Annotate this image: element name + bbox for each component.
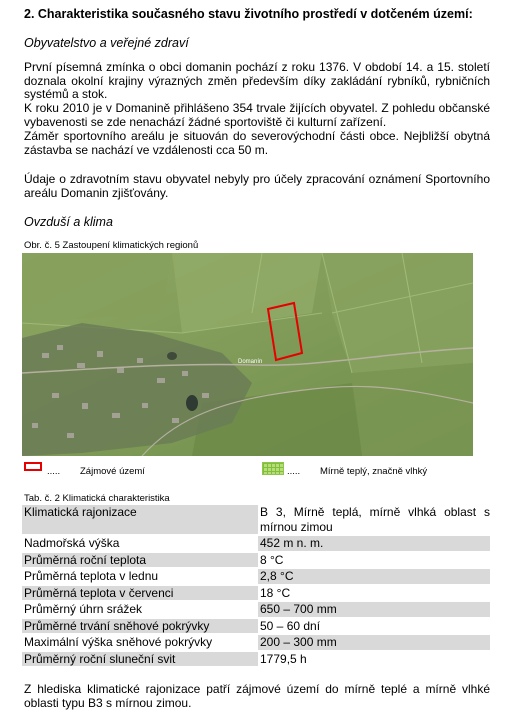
table-row (22, 505, 490, 535)
legend-label-climate-region: Mírně teplý, značně vlhký (320, 466, 428, 477)
aerial-map-graphic (22, 253, 473, 456)
paragraph-location: Záměr sportovního areálu je situován do severovýchodní části obce. Nejbližší obytná zástavba se nachází ve vzdálenosti cca 50 m. (24, 129, 490, 157)
row-label: Průměrná teplota v lednu (22, 568, 258, 585)
subsection-title-population: Obyvatelstvo a veřejné zdraví (24, 36, 189, 50)
legend-dots-1: ..... (47, 466, 61, 477)
map-label-domanin: Domanín (238, 359, 263, 365)
row-label: Nadmořská výška (22, 535, 258, 552)
figure-caption: Obr. č. 5 Zastoupení klimatických regionů (24, 240, 199, 251)
paragraph-population: K roku 2010 je v Domanině přihlášeno 354 trvale žijících obyvatel. Z pohledu občanské vybavenosti se zde nenachází žádné sportoviště či kulturní zařízení. (24, 101, 490, 129)
table-row (22, 601, 490, 618)
table-row (22, 618, 490, 635)
row-value: 50 – 60 dní (258, 618, 490, 635)
row-value: B 3, Mírně teplá, mírně vlhká oblast s mírnou zimou (260, 505, 490, 534)
table-caption: Tab. č. 2 Klimatická charakteristika (24, 493, 170, 504)
climate-table (22, 505, 490, 668)
table-row (22, 552, 490, 569)
row-label: Průměrná teplota v červenci (22, 585, 258, 602)
row-label: Průměrný úhrn srážek (22, 601, 258, 618)
paragraph-conclusion: Z hlediska klimatické rajonizace patří zájmové území do mírně teplé a mírně vlhké oblasti typu B3 s mírnou zimou. (24, 682, 490, 710)
row-label: Klimatická rajonizace (22, 505, 258, 535)
row-value: 200 – 300 mm (258, 634, 490, 651)
row-value: 2,8 °C (258, 568, 490, 585)
legend-label-area-of-interest: Zájmové území (80, 466, 145, 477)
row-value: 452 m n. m. (258, 535, 490, 552)
paragraph-health: Údaje o zdravotním stavu obyvatel nebyly pro účely zpracování oznámení Sportovního areálu Domanin zjišťovány. (24, 172, 490, 200)
table-row (22, 651, 490, 668)
table-row (22, 634, 490, 651)
legend-dots-2: ..... (287, 466, 301, 477)
table-row (22, 535, 490, 552)
table-row (22, 568, 490, 585)
paragraph-history: První písemná zmínka o obci domanin pochází z roku 1376. V období 14. a 15. století doznala okolní krajiny výrazných změn především díky zakládání rybníků, rybničních systémů a stok. (24, 60, 490, 102)
row-label: Průměrný roční sluneční svit (22, 651, 258, 668)
legend-climate-region-swatch (262, 462, 284, 475)
row-label: Maximální výška sněhové pokrývky (22, 634, 258, 651)
row-label: Průměrné trvání sněhové pokrývky (22, 618, 258, 635)
section-heading: 2. Charakteristika současného stavu životního prostředí v dotčeném území: (24, 7, 473, 21)
row-value: 8 °C (258, 552, 490, 569)
aerial-map-image (22, 253, 473, 456)
row-value: 1779,5 h (258, 651, 490, 668)
row-label: Průměrná roční teplota (22, 552, 258, 569)
subsection-title-climate: Ovzduší a klima (24, 215, 113, 229)
row-value: 650 – 700 mm (258, 601, 490, 618)
row-value: 18 °C (258, 585, 490, 602)
table-row (22, 585, 490, 602)
legend-area-of-interest-swatch (24, 462, 42, 471)
